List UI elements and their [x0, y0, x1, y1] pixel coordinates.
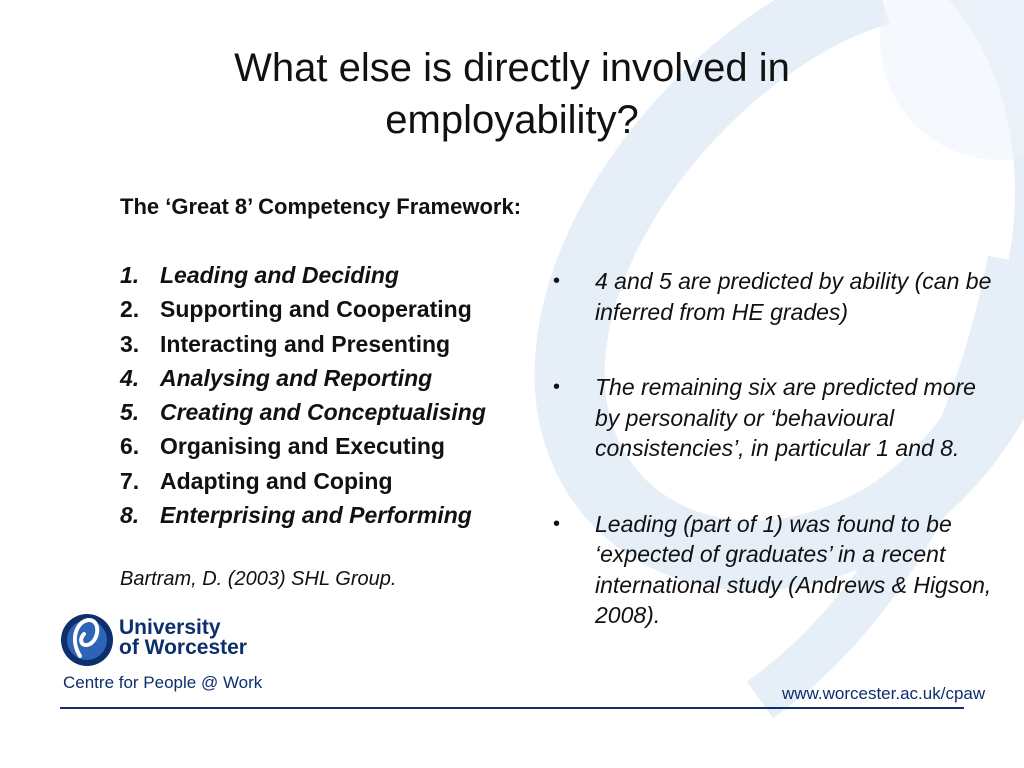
bullet-item [553, 509, 993, 631]
competency-label: Adapting and Coping [160, 467, 393, 494]
competency-list [120, 258, 486, 532]
competency-label: Enterprising and Performing [160, 502, 472, 529]
competency-item [120, 464, 486, 498]
bullet-glyph: • [553, 376, 561, 398]
bullet-glyph: • [553, 512, 561, 535]
competency-number: 6. [120, 433, 140, 460]
bullet-glyph: • [553, 270, 561, 292]
bullet-text: Leading (part of 1) was found to be ‘expected of graduates’ in a recent international study (Andrews & Higson, 2008). [595, 510, 992, 628]
logo-subtitle: Centre for People @ Work [63, 673, 263, 692]
competency-number: 7. [120, 467, 140, 494]
competency-label: Interacting and Presenting [160, 330, 451, 357]
competency-item [120, 361, 486, 395]
competency-item [120, 498, 486, 532]
bullet-text: 4 and 5 are predicted by ability (can be inferred from HE grades) [595, 268, 992, 325]
footer-url: www.worcester.ac.uk/cpaw [782, 684, 986, 703]
logo-text-line1: University [119, 616, 221, 639]
competency-label: Creating and Conceptualising [160, 399, 486, 426]
competency-item [120, 258, 486, 292]
bullet-text: The remaining six are predicted more by personality or ‘behavioural consistencies’, in particular 1 and 8. [595, 374, 976, 461]
footer-divider [60, 707, 964, 709]
framework-heading: The ‘Great 8’ Competency Framework: [120, 194, 522, 219]
bullet-item [553, 372, 993, 464]
competency-number: 2. [120, 296, 140, 323]
competency-label: Supporting and Cooperating [160, 296, 472, 323]
competency-label: Analysing and Reporting [160, 364, 433, 391]
competency-label: Leading and Deciding [160, 262, 399, 288]
competency-label: Organising and Executing [160, 433, 445, 460]
slide-title: What else is directly involved in employability? [234, 46, 790, 142]
competency-item [120, 292, 486, 326]
bullet-item [553, 266, 993, 327]
citation: Bartram, D. (2003) SHL Group. [120, 568, 397, 590]
competency-number: 5. [120, 399, 140, 426]
competency-number: 8. [120, 502, 140, 529]
competency-number: 4. [120, 364, 140, 391]
logo-text-line2: of Worcester [119, 636, 247, 659]
competency-item [120, 327, 486, 361]
competency-item [120, 429, 486, 463]
competency-number: 1. [120, 262, 140, 288]
competency-number: 3. [120, 330, 140, 357]
bullet-list [553, 266, 993, 676]
competency-item [120, 395, 486, 429]
